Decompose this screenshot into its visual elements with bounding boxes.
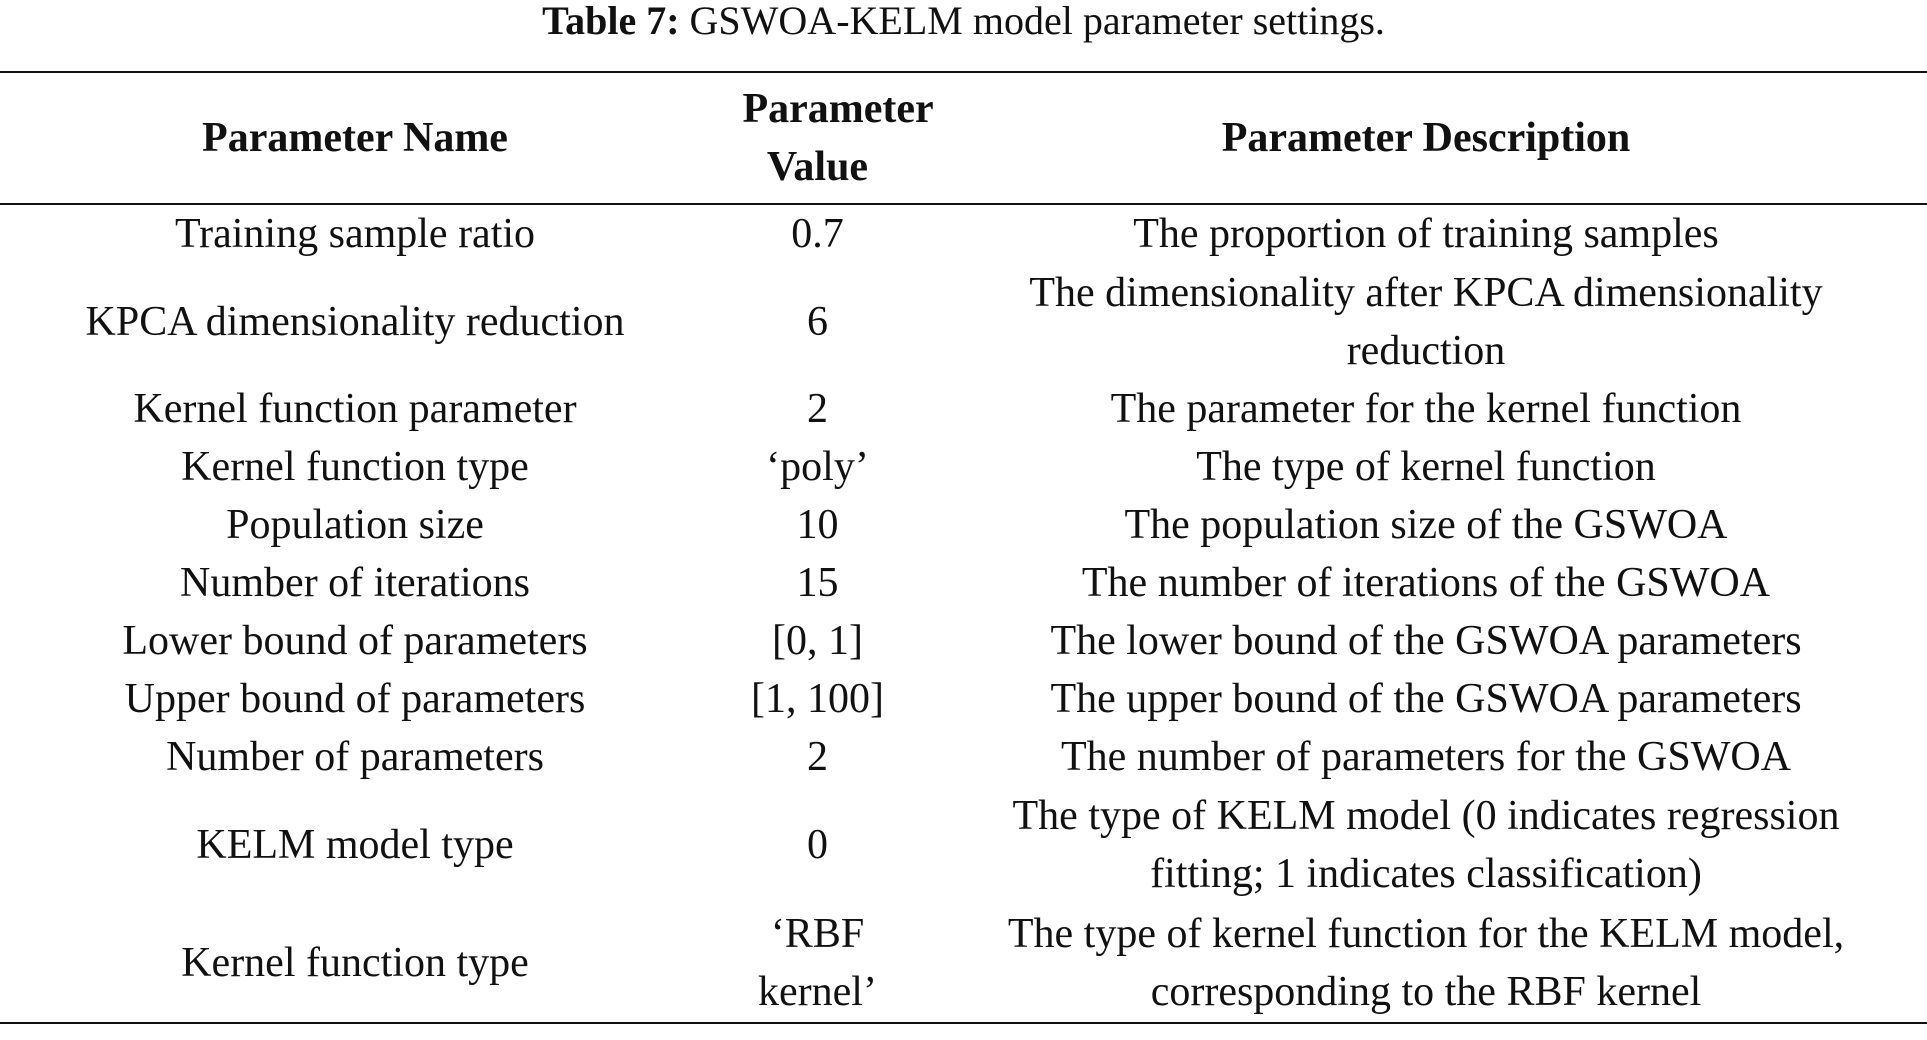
cell-parameter-name: Number of parameters <box>166 734 544 780</box>
table-caption-text: GSWOA-KELM model parameter settings. <box>679 0 1385 43</box>
table-row <box>0 204 1927 263</box>
cell-parameter-description-text: The lower bound of the GSWOA parameters <box>1050 618 1802 664</box>
cell-parameter-value-text: ‘RBF kernel’ <box>758 910 877 1015</box>
cell-parameter-description-text: The number of parameters for the GSWOA <box>1060 734 1792 780</box>
cell-parameter-value-text: 0.7 <box>791 211 844 257</box>
cell-parameter-value <box>710 786 925 903</box>
header-parameter-name: Parameter Name <box>202 115 508 161</box>
table-caption-label: Table 7: <box>542 0 680 43</box>
cell-parameter-description <box>925 728 1927 786</box>
table-row <box>0 263 1927 380</box>
table-row <box>0 612 1927 670</box>
cell-parameter-value-text: [1, 100] <box>751 676 884 722</box>
table-row <box>0 670 1927 728</box>
cell-parameter-value-text: [0, 1] <box>772 618 863 664</box>
cell-parameter-description <box>925 263 1927 380</box>
cell-parameter-value-text: 6 <box>807 298 828 345</box>
cell-parameter-description-text: The parameter for the kernel function <box>1110 386 1742 432</box>
cell-parameter-description <box>925 903 1927 1023</box>
cell-parameter-description-text: The proportion of training samples <box>1133 211 1719 257</box>
cell-parameter-description <box>925 612 1927 670</box>
table-row <box>0 786 1927 903</box>
cell-parameter-name: Training sample ratio <box>174 211 536 257</box>
cell-parameter-value-text: 2 <box>807 734 828 780</box>
cell-parameter-name: Population size <box>226 502 484 548</box>
cell-parameter-description-text: The type of kernel function for the KELM model, corresponding to the RBF kernel <box>1007 910 1845 1015</box>
cell-parameter-description-text: The type of KELM model (0 indicates regression fitting; 1 indicates classification) <box>1012 792 1840 897</box>
cell-parameter-name: KPCA dimensionality reduction <box>85 298 625 345</box>
cell-parameter-name: Lower bound of parameters <box>122 618 588 664</box>
table-row <box>0 380 1927 438</box>
cell-parameter-value <box>710 670 925 728</box>
cell-parameter-value <box>710 263 925 380</box>
cell-parameter-name: Number of iterations <box>180 560 530 606</box>
cell-parameter-value <box>710 903 925 1023</box>
table-body <box>0 204 1927 1023</box>
cell-parameter-description <box>925 204 1927 263</box>
header-parameter-value <box>710 72 934 204</box>
cell-parameter-description <box>925 380 1927 438</box>
table-caption <box>0 0 1927 42</box>
cell-parameter-value-text: 2 <box>807 386 828 432</box>
table-row <box>0 903 1927 1023</box>
cell-parameter-name: Kernel function type <box>181 939 529 986</box>
cell-parameter-description <box>925 786 1927 903</box>
cell-parameter-description-text: The population size of the GSWOA <box>1124 502 1728 548</box>
cell-parameter-value <box>710 612 925 670</box>
cell-parameter-description-text: The number of iterations of the GSWOA <box>1081 560 1771 606</box>
header-parameter-description: Parameter Description <box>1221 115 1631 161</box>
cell-parameter-name: Upper bound of parameters <box>124 676 586 722</box>
cell-parameter-description <box>925 438 1927 496</box>
cell-parameter-name: Kernel function type <box>181 444 529 490</box>
parameter-table <box>0 71 1927 1024</box>
table-row <box>0 728 1927 786</box>
cell-parameter-name: Kernel function parameter <box>133 386 577 432</box>
cell-parameter-name: KELM model type <box>196 821 514 868</box>
cell-parameter-value <box>710 380 925 438</box>
cell-parameter-value <box>710 438 925 496</box>
cell-parameter-value <box>710 554 925 612</box>
cell-parameter-description-text: The dimensionality after KPCA dimensionality reduction <box>1029 269 1823 374</box>
table-row <box>0 496 1927 554</box>
cell-parameter-value-text: ‘poly’ <box>766 444 869 490</box>
table-header-row <box>0 72 1927 204</box>
table-row <box>0 554 1927 612</box>
cell-parameter-description <box>925 670 1927 728</box>
table-header <box>0 72 1927 204</box>
table-row <box>0 438 1927 496</box>
cell-parameter-value <box>710 496 925 554</box>
cell-parameter-value <box>710 728 925 786</box>
cell-parameter-description <box>925 496 1927 554</box>
cell-parameter-description-text: The upper bound of the GSWOA parameters <box>1050 676 1802 722</box>
header-parameter-value-text: Parameter Value <box>742 86 934 190</box>
cell-parameter-description-text: The type of kernel function <box>1196 444 1656 490</box>
cell-parameter-value-text: 10 <box>796 502 839 548</box>
cell-parameter-value <box>710 204 925 263</box>
table-container <box>0 71 1927 1024</box>
cell-parameter-value-text: 0 <box>807 821 828 868</box>
cell-parameter-value-text: 15 <box>796 560 839 606</box>
cell-parameter-description <box>925 554 1927 612</box>
